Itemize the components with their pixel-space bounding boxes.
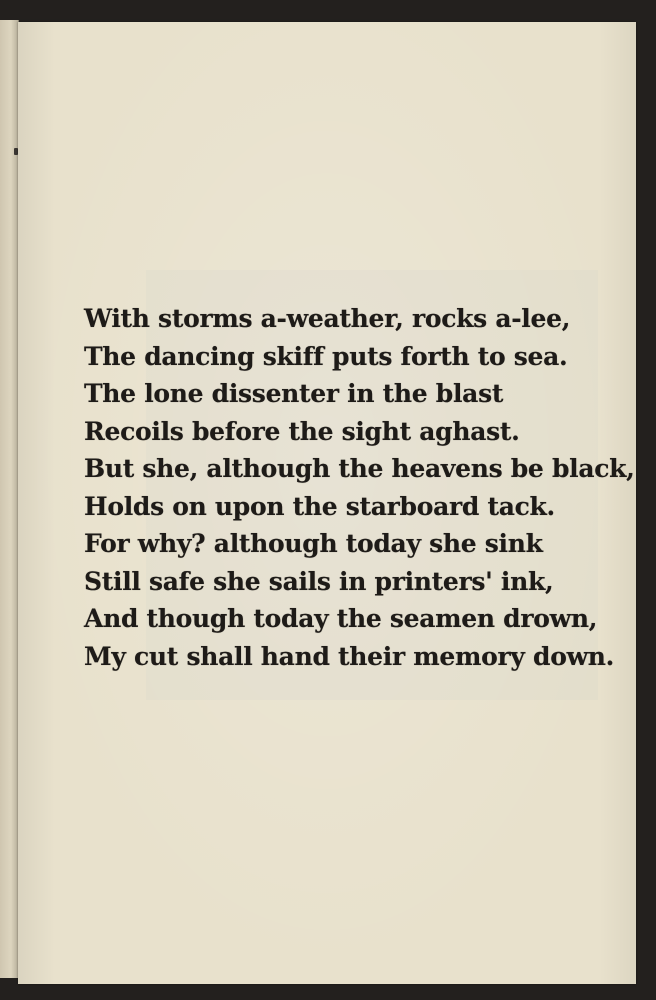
poem-line: For why? although today she sink [84, 529, 543, 558]
poem-line: But she, although the heavens be black, [84, 454, 635, 483]
poem-line: The lone dissenter in the blast [84, 379, 504, 408]
poem-line: And though today the seamen drown, [84, 604, 598, 633]
previous-page-edge [0, 20, 19, 978]
poem-line: With storms a-weather, rocks a-lee, [84, 304, 571, 333]
poem-line: Still safe she sails in printers' ink, [84, 566, 554, 596]
poem-line: Holds on upon the starboard tack. [84, 491, 555, 521]
poem-line: My cut shall hand their memory down. [84, 641, 615, 671]
book-page [18, 22, 636, 984]
poem-line: The dancing skiff puts forth to sea. [84, 341, 568, 371]
poem-line: Recoils before the sight aghast. [84, 416, 520, 446]
poem-stanza [84, 300, 635, 675]
